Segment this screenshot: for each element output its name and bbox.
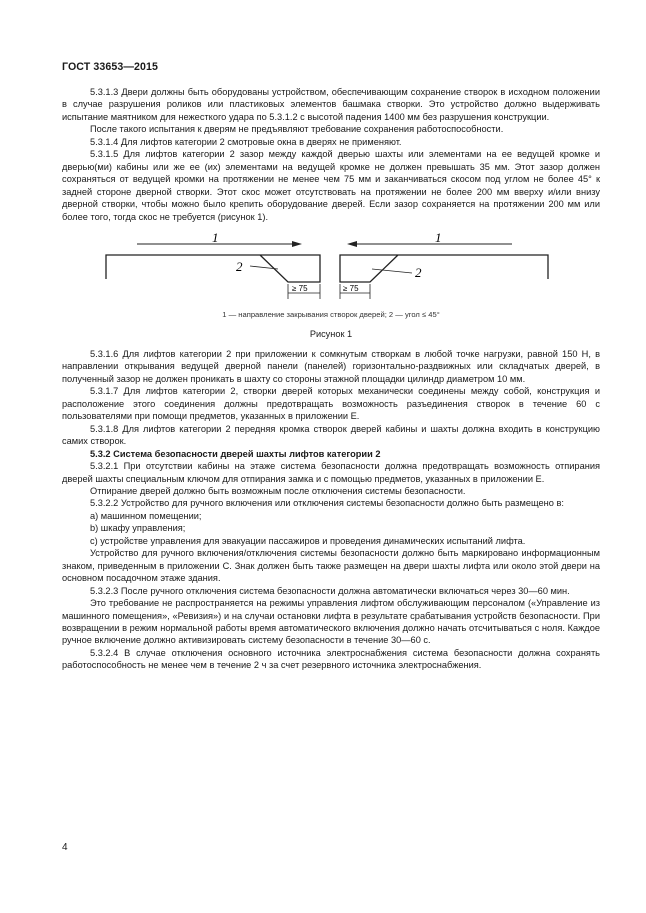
- paragraph: После такого испытания к дверям не предъявляют требование сохранения работоспособности.: [90, 124, 504, 135]
- list-item: a) машинном помещении;: [90, 510, 202, 521]
- label-2-right: 2: [415, 264, 422, 280]
- paragraph: Отпирание дверей должно быть возможным после отключения системы безопасности.: [90, 485, 466, 496]
- figure-1: [62, 223, 600, 348]
- paragraph: 5.3.1.3 Двери должны быть оборудованы устройством, обеспечивающим сохранение створок в исходном положении в случае разрушения роликов или пластиковых элементов башмака створки. Это устройство должно выдерживать испытание маятником для нежесткого удара по 5.3.1.2 с высотой падения 1400 мм без разрушения конструкции.: [62, 87, 600, 122]
- paragraphs-before-figure: [62, 86, 600, 223]
- label-2-left: 2: [236, 258, 243, 274]
- paragraph: 5.3.2.1 При отсутствии кабины на этаже система безопасности должна предотвращать возможность отпирания дверей шахты специальным ключом для отпирания замка и с помощью предметов, указанных в приложении Е.: [62, 461, 600, 484]
- section-heading: 5.3.2 Система безопасности дверей шахты лифтов категории 2: [90, 448, 381, 459]
- closing-direction-arrow-left: [137, 241, 302, 247]
- door-gap-diagram: [102, 229, 562, 309]
- paragraph: 5.3.1.7 Для лифтов категории 2, створки дверей которых механически соединены между собой, конструкция и расположение этого соединения должны предотвращать возможность разъединения створок в течение 60 с пользователями при помощи предметов, указанных в приложении Е.: [62, 386, 600, 422]
- paragraph: 5.3.2.2 Устройство для ручного включения или отключения системы безопасности должно быть размещено в:: [90, 498, 564, 509]
- paragraph: 5.3.1.5 Для лифтов категории 2 зазор между каждой дверью шахты или элементами на ее ведущей кромке и дверью(ми) кабины или же ее (их) элементами на ведущей кромке не должен превышать 35 мм. Этот зазор должен сохраняться от ведущей кромки на протяжении не менее чем 75 мм и заканчиваться скосом под углом не более 45° к задней стороне дверной створки. Этот скос может отсутствовать на протяжении не более 200 мм вверху и/или внизу дверной створки, чтобы можно было крепить оборудование дверей. Если зазор сохраняется на протяжении 200 мм или более того, тогда скос не требуется (рисунок 1).: [62, 149, 600, 222]
- paragraph: 5.3.1.8 Для лифтов категории 2 передняя кромка створок дверей кабины и шахты должна входить в конструкцию самих створок.: [62, 423, 600, 447]
- dim-left-label: ≥ 75: [292, 283, 308, 293]
- paragraphs-after-figure: [62, 348, 600, 672]
- figure-legend: 1 — направление закрывания створок дверей; 2 — угол ≤ 45°: [222, 309, 440, 319]
- page-number: 4: [62, 842, 68, 853]
- list-item: c) устройстве управления для эвакуации пассажиров и проведения динамических испытаний лифта.: [90, 535, 526, 546]
- document-header: ГОСТ 33653—2015: [62, 61, 159, 73]
- left-door-leaf: [106, 255, 320, 282]
- label-1-left: 1: [212, 229, 219, 245]
- paragraph: 5.3.1.4 Для лифтов категории 2 смотровые окна в дверях не применяют.: [90, 136, 402, 147]
- paragraph: Устройство для ручного включения/отключения системы безопасности должно быть маркировано информационным знаком, приведенным в приложении С. Знак должен быть также размещен на двери шахты лифта или около этой двери на основном посадочном этаже здания.: [62, 548, 600, 584]
- paragraph: Это требование не распространяется на режимы управления лифтом обслуживающим персоналом («Управление из машинного помещения», «Ревизия») и на случаи остановки лифта в результате срабатывания устройств безопасности. При возвращении в режим нормальной работы время автоматического включения должно начать отсчитываться с ноля. Каждое ручное включение должно активизировать систему безопасности в течение 30—60 с.: [62, 598, 600, 646]
- closing-direction-arrow-right: [347, 241, 512, 247]
- paragraph: 5.3.2.3 После ручного отключения система безопасности должна автоматически включаться через 30—60 мин.: [90, 585, 570, 596]
- label-1-right: 1: [435, 229, 442, 245]
- document-body: [62, 86, 600, 672]
- right-door-leaf: [340, 255, 548, 282]
- dim-right-label: ≥ 75: [343, 283, 359, 293]
- paragraph: 5.3.2.4 В случае отключения основного источника электроснабжения система безопасности должна сохранять работоспособность не менее чем в течение 2 ч за счет резервного источника электроснабжения.: [62, 647, 600, 671]
- paragraph: 5.3.1.6 Для лифтов категории 2 при приложении к сомкнутым створкам в любой точке нагрузки, равной 150 Н, в направлении открывания ведущей дверной панели (панелей) горизонтально-раздвижных или складчатых дверей, в полученный зазор не должен проникать в шахту со стороны этажной площадки цилиндр диаметром 10 мм.: [62, 348, 600, 384]
- list-item: b) шкафу управления;: [90, 523, 186, 534]
- figure-title: Рисунок 1: [309, 328, 353, 339]
